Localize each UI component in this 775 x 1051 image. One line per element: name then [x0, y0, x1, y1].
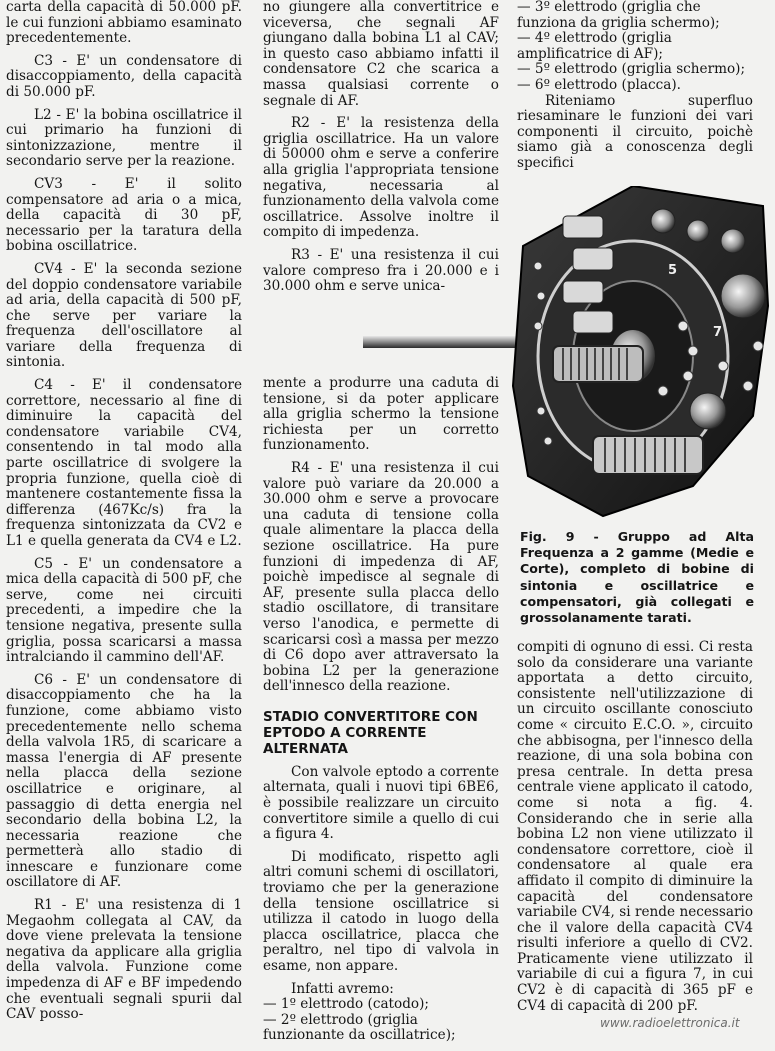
- list-item: — 5º elettrodo (griglia schermo);: [517, 61, 746, 78]
- paragraph-r4: R4 - E' una resistenza il cui valore può variare da 20.000 a 30.000 ohm e serve a provocare una caduta di tensione colla quale alimentare la placca della sezione oscillatrice. Ha pure funzioni di impedenza di AF, poichè impedisce al segnale di AF, presente sulla placca dello stadio oscillatore, di transitare verso l'anodica, e permette di scaricarsi così a massa per mezzo di C6 dopo aver attraversato la bobina L2 per la generazione dell'innesco della reazione.: [263, 459, 499, 695]
- paragraph-c4: C4 - E' il condensatore correttore, necessario al fine di diminuire la capacità del condensatore variabile CV4, consentendo in tal modo alla parte oscillatrice di svolgere la propria funzione, quella cioè di mantenere costantemente fissa la differenza (467Kc/s) fra la frequenza sintonizzata da CV2 e L1 e quella generata da CV4 e L2.: [6, 377, 242, 549]
- paragraph-cv3: CV3 - E' il solito compensatore ad aria o a mica, della capacità di 30 pF, necessario per la taratura della bobina oscillatrice.: [6, 175, 242, 255]
- column-3-top: [517, 0, 753, 179]
- figure-caption: Fig. 9 - Gruppo ad Alta Frequenza a 2 gamme (Medie e Corte), completo di bobine di sintonia e oscillatrice e compensatori, già collegati e grossolanamente tarati.: [520, 529, 754, 626]
- rf-coil-group-photo: [363, 186, 773, 526]
- coil-2: [593, 436, 703, 474]
- paragraph-r1-continued: no giungere alla convertitrice e viceversa, che segnali AF giungano dalla bobina L1 al CAV; in questo caso abbiamo infatti il condensatore C2 che scarica a massa qualsiasi corrente o segnale di AF.: [263, 0, 499, 109]
- list-item: — 4º elettrodo (griglia amplificatrice di AF);: [517, 30, 672, 62]
- list-item: — 6º elettrodo (placca).: [517, 76, 681, 93]
- list-item: — 1º elettrodo (catodo);: [263, 996, 429, 1013]
- paragraph-infatti: Infatti avremo:: [291, 980, 394, 997]
- list-item: — 2º elettrodo (griglia funzionante da oscillatrice);: [263, 1011, 456, 1044]
- paragraph-r1: R1 - E' una resistenza di 1 Megaohm collegata al CAV, da dove viene prelevata la tensione negativa da applicare alla griglia della valvola. Funzione come impedenza di AF e BF impedendo che eventuali segnali spurii dal CAV posso-: [6, 897, 242, 1023]
- board-number: 7: [713, 325, 723, 340]
- shaft: [363, 336, 533, 348]
- electrode-list-part1: [263, 997, 499, 1044]
- column-1: [6, 0, 242, 1030]
- watermark: www.radioelettronica.it: [600, 1016, 740, 1030]
- board-number: 5: [668, 263, 678, 278]
- paragraph-r3-continued: mente a produrre una caduta di tensione, si da poter applicare alla griglia schermo la tensione richiesta per un corretto funzionamento.: [263, 375, 499, 454]
- paragraph-c5: C5 - E' un condensatore a mica della capacità di 500 pF, che serve, come nei circuiti precedenti, a impedire che la tensione negativa, presente sulla griglia, possa scaricarsi a massa intralciando il cammino dell'AF.: [6, 555, 242, 666]
- coil-1: [553, 346, 643, 382]
- section-heading: STADIO CONVERTITORE CON EPTODO A CORRENTE ALTERNATA: [263, 708, 478, 757]
- paragraph-l2: L2 - E' la bobina oscillatrice il cui primario ha funzioni di sintonizzazione, mentre il secondario serve per la reazione.: [6, 106, 242, 170]
- paragraph-riteniamo: Riteniamo superfluo riesaminare le funzioni dei vari componenti il circuito, poichè siamo già a conoscenza degli specifici: [517, 92, 753, 171]
- paragraph-6be6: Con valvole eptodo a corrente alternata, quali i nuovi tipi 6BE6, è possibile realizzare un circuito convertitore simile a quello di cui a figura 4.: [263, 763, 499, 843]
- paragraph-cv4: CV4 - E' la seconda sezione del doppio condensatore variabile ad aria, della capacità di 500 pF, che serve per variare la frequenza dell'oscillatore al variare della frequenza di sintonia.: [6, 260, 242, 371]
- paragraph-r2: R2 - E' la resistenza della griglia oscillatrice. Ha un valore di 50000 ohm e serve a conferire alla griglia l'appropriata tensione negativa, necessaria al funzionamento della valvola come oscillatrice. Assolve inoltre il compito di impedenza.: [263, 115, 499, 241]
- electrode-list-part2: [517, 0, 753, 94]
- column-3-bottom: [517, 640, 753, 1021]
- paragraph-r3: R3 - E' una resistenza il cui valore compreso fra i 20.000 e i 30.000 ohm e serve unica-: [263, 246, 499, 295]
- paragraph-c3: C3 - E' un condensatore di disaccoppiamento, della capacità di 50.000 pF.: [6, 52, 242, 100]
- list-item: — 3º elettrodo (griglia che funziona da griglia schermo);: [517, 0, 720, 31]
- paragraph-c2-end: carta della capacità di 50.000 pF. le cui funzioni abbiamo esaminato precedentemente.: [6, 0, 242, 47]
- paragraph-c6: C6 - E' un condensatore di disaccoppiamento che ha la funzione, come abbiamo visto precedentemente nello schema della valvola 1R5, di scaricare a massa l'energia di AF presente nella placca della sezione oscillatrice e originare, al passaggio di detta energia nel secondario della bobina L2, la necessaria reazione che permetterà allo stadio di innescare e funzionare come oscillatore di AF.: [6, 671, 242, 891]
- paragraph-eco-circuit: compiti di ognuno di essi. Ci resta solo da considerare una variante apportata a detto circuito, consistente nell'utilizzazione di un circuito oscillante conosciuto come « circuito E.C.O. », circuito che abbisogna, per l'innesco della reazione, di una sola bobina con presa centrale. In detta presa centrale viene applicato il catodo, come si nota a fig. 4. Considerando che in serie alla bobina L2 non viene utilizzato il condensatore correttore, cioè il condensatore al quale era affidato il compito di diminuire la capacità del condensatore variabile CV4, si rende necessario che il valore della capacità CV4 risulti inferiore a quello di CV2. Praticamente viene utilizzato il variabile di cui a figura 7, in cui CV2 è di capacità di 365 pF e CV4 di capacità di 200 pF.: [517, 639, 753, 1014]
- paragraph-modifications: Di modificato, rispetto agli altri comuni schemi di oscillatori, troviamo che per la generazione della tensione oscillatrice si utilizza il catodo in luogo della placca oscillatrice, placca che peraltro, nel tipo di valvola in esame, non appare.: [263, 848, 499, 974]
